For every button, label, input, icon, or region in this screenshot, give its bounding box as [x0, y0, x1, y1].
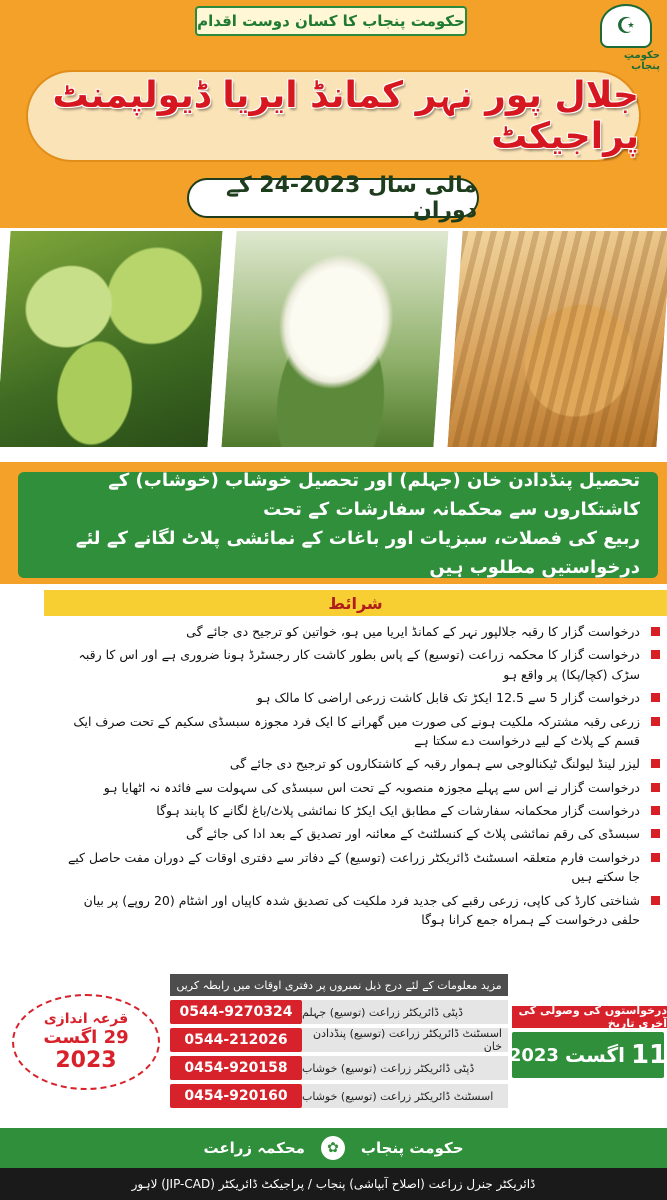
photo-strip [0, 228, 667, 453]
contacts-title: مزید معلومات کے لئے درج ذیل نمبروں پر دفتری اوقات میں رابطہ کریں [170, 974, 508, 996]
logo-caption: حکومتِ پنجاب [623, 50, 660, 72]
footer-dept: محکمہ زراعت [203, 1139, 305, 1157]
deadline-month: اگست [564, 1043, 625, 1067]
bullet-square-icon [651, 693, 660, 702]
phone-number[interactable]: 0544-212026 [170, 1028, 302, 1052]
agriculture-logo-icon: ✿ [321, 1136, 345, 1160]
contact-row [170, 1000, 508, 1024]
condition-text: درخواست گزار کا محکمہ زراعت (توسیع) کے پاس بطور کاشت کار رجسٹرڈ ہونا ضروری ہے اور اس کا رقبہ سڑک (کچا/پکا) پر واقع ہو [78, 647, 640, 682]
condition-item [60, 891, 660, 930]
condition-item [60, 801, 660, 820]
deadline-year: 2023 [508, 1044, 559, 1066]
office-name: اسسٹنٹ ڈائریکٹر زراعت (توسیع) خوشاب [302, 1084, 508, 1108]
office-name: ڈپٹی ڈائریکٹر زراعت (توسیع) خوشاب [302, 1056, 508, 1080]
draw-date: 29 اگست [43, 1027, 129, 1048]
condition-text: درخواست فارم متعلقہ اسسٹنٹ ڈائریکٹر زراعت (توسیع) کے دفاتر سے دفتری اوقات کے دوران مفت حاصل کیے جا سکتے ہیں [67, 849, 640, 885]
condition-item [60, 688, 660, 707]
bullet-square-icon [651, 783, 660, 792]
bullet-square-icon [651, 829, 660, 838]
condition-text: درخواست گزار 5 سے 12.5 ایکڑ تک قابل کاشت زرعی اراضی کا مالک ہو [256, 690, 640, 706]
punjab-govt-logo [592, 4, 660, 72]
phone-number[interactable]: 0454-920160 [170, 1084, 302, 1108]
contact-row [170, 1056, 508, 1080]
condition-text: شناختی کارڈ کی کاپی، زرعی رقبے کی جدید فرد ملکیت کی تصدیق شدہ کاپیاں اور اشٹام (20 روپے) پر بیان حلفی درخواست کے ہمراہ جمع کرانا ہوگا [83, 892, 640, 927]
bullet-square-icon [651, 650, 660, 659]
condition-item [60, 778, 660, 797]
bullet-square-icon [651, 759, 660, 768]
bullet-square-icon [651, 806, 660, 815]
footer-govt: حکومت پنجاب [360, 1139, 464, 1157]
condition-text: درخواست گزار محکمانہ سفارشات کے مطابق ایک ایکڑ کا نمائشی پلاٹ/باغ لگانے کا پابند ہوگا [156, 803, 640, 818]
phone-number[interactable]: 0454-920158 [170, 1056, 302, 1080]
phone-number[interactable]: 0544-9270324 [170, 1000, 302, 1024]
condition-item [60, 754, 660, 773]
cauliflower-photo [218, 228, 452, 450]
contact-row [170, 1084, 508, 1108]
deadline-date [508, 1032, 667, 1078]
condition-text: زرعی رقبہ مشترکہ ملکیت ہونے کی صورت میں گھرانے کا ایک فرد مجوزہ سبسڈی سکیم کے تحت صرف ایک قسم کے پلاٹ کے لیے درخواست دے سکتا ہے [73, 713, 640, 748]
header [0, 0, 667, 228]
tagline: حکومت پنجاب کا کسان دوست اقدام [195, 6, 467, 36]
notice-band [0, 462, 667, 584]
condition-item [60, 848, 660, 887]
fiscal-year-pill: مالی سال 2023-24 کے دوران [187, 178, 479, 218]
office-name: ڈپٹی ڈائریکٹر زراعت (توسیع) جہلم [302, 1000, 508, 1024]
footer-issuer: ڈائریکٹر جنرل زراعت (اصلاح آبپاشی) پنجاب / پراجیکٹ ڈائریکٹر (JIP-CAD) لاہور [0, 1168, 667, 1200]
office-name: اسسٹنٹ ڈائریکٹر زراعت (توسیع) پنڈدادن خان [302, 1028, 508, 1052]
lucky-draw-badge [12, 994, 160, 1090]
notice-line-2: ربیع کی فصلات، سبزیات اور باغات کے نمائشی پلاٹ لگانے کے لئے درخواستیں مطلوب ہیں [75, 528, 640, 578]
contacts-section [0, 966, 667, 1126]
footer-department [0, 1128, 667, 1168]
bullet-square-icon [651, 627, 660, 636]
bullet-square-icon [651, 896, 660, 905]
draw-year: 2023 [55, 1048, 117, 1073]
conditions-header-bar [0, 584, 667, 620]
condition-text: لیزر لینڈ لیولنگ ٹیکنالوجی سے ہموار رقبہ کے کاشتکاروں کو ترجیح دی جائے گی [229, 756, 640, 772]
conditions-list [60, 622, 660, 933]
guava-photo [0, 228, 226, 450]
bullet-square-icon [651, 853, 660, 862]
draw-title: قرعہ اندازی [43, 1011, 129, 1027]
deadline-label: درخواستوں کی وصولی کی آخری تاریخ [512, 1006, 667, 1028]
punjab-emblem-icon: ☪ [600, 4, 652, 48]
condition-item [60, 712, 660, 751]
notice-box [18, 472, 658, 578]
page-title: جلال پور نہر کمانڈ ایریا ڈیولپمنٹ پراجیکٹ [26, 70, 641, 162]
condition-text: درخواست گزار کا رقبہ جلالپور نہر کے کمانڈ ایریا میں ہو، خواتین کو ترجیح دی جائے گی [186, 624, 640, 639]
condition-item [60, 645, 660, 684]
wheat-photo [444, 228, 667, 450]
condition-item [60, 622, 660, 641]
deadline-day: 11 [630, 1040, 667, 1070]
condition-text: سبسڈی کی رقم نمائشی پلاٹ کے کنسلٹنٹ کے معائنہ اور تصدیق کے بعد ادا کی جائے گی [185, 826, 640, 842]
conditions-title: شرائط [44, 590, 667, 616]
condition-text: درخواست گزار نے اس سے پہلے مجوزہ منصوبہ کے تحت اس سبسڈی کی سہولت سے فائدہ نہ اٹھایا ہو [103, 779, 640, 795]
bullet-square-icon [651, 717, 660, 726]
notice-line-1: تحصیل پنڈدادن خان (جہلم) اور تحصیل خوشاب (خوشاب) کے کاشتکاروں سے محکمانہ سفارشات کے تحت [108, 470, 640, 521]
condition-item [60, 824, 660, 843]
contact-row [170, 1028, 508, 1052]
